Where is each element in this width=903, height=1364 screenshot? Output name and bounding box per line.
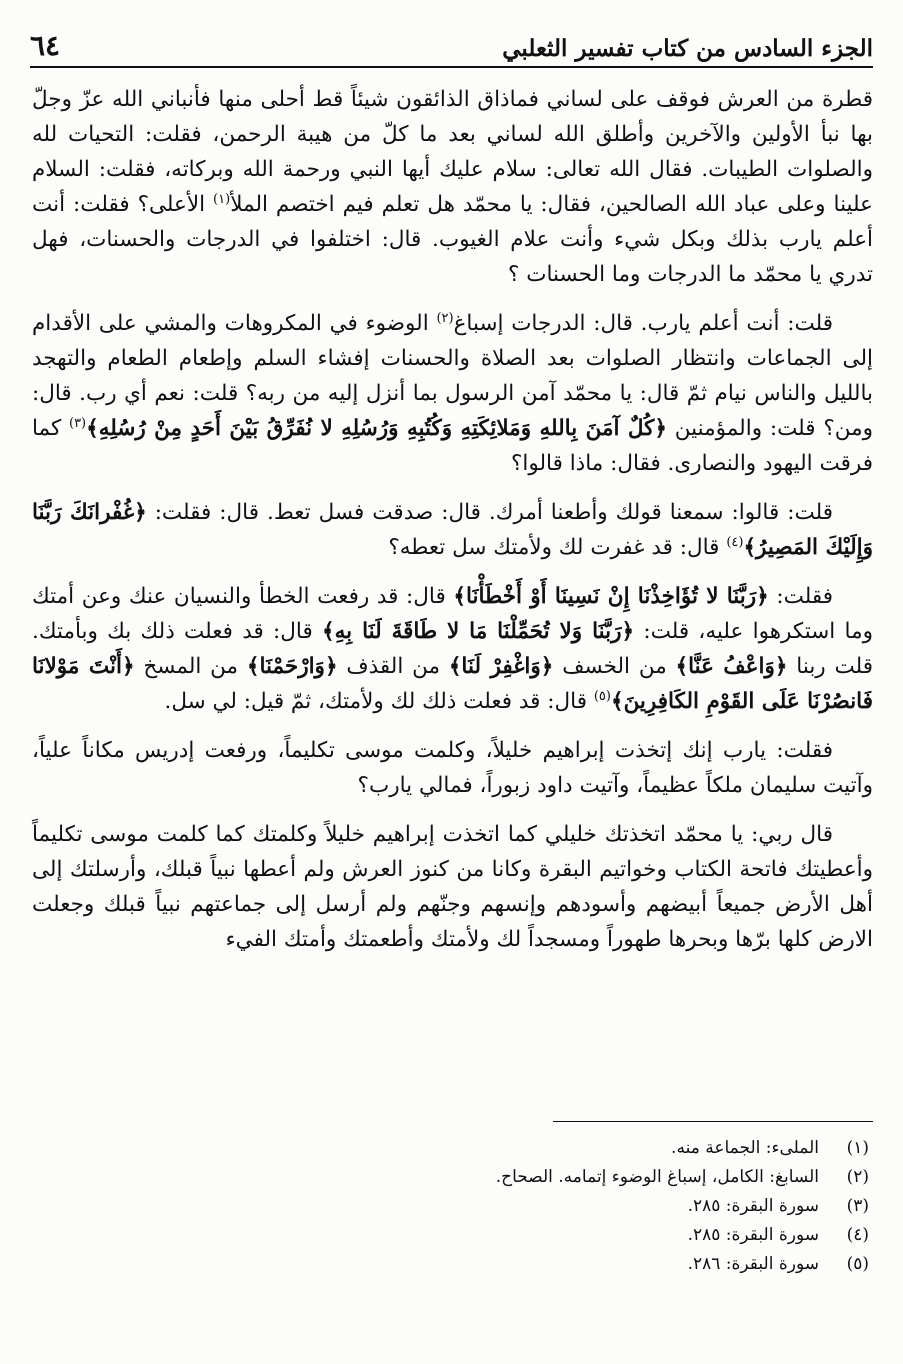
footnote-number: (٣) (846, 1196, 869, 1216)
quran-verse: ﴿أَنْتَ مَوْلانَا فَانصُرْنَا عَلَى القَوْمِ الكَافِرِينَ﴾ (32, 654, 873, 714)
quran-verse: ﴿وَاغْفِرْ لَنَا﴾ (448, 654, 554, 679)
text-run: قال: قد فعلت ذلك لك ولأمتك، ثمّ قيل: لي سل. (164, 689, 594, 714)
footnote (40, 1192, 869, 1221)
text-run: قال: قد رفعت الخطأ والنسيان عنك وعن أمتك وما استكرهوا عليه، قلت: (32, 584, 873, 644)
text-run: من المسخ (134, 654, 247, 679)
text-run: فقلت: (768, 584, 833, 609)
quran-verse: ﴿رَبَّنَا لا تُؤَاخِذْنَا إِنْ نَسِينَا أَوْ أَخْطَأْنَا﴾ (453, 584, 769, 609)
quran-verse: ﴿رَبَّنَا وَلا تُحَمِّلْنَا مَا لا طَاقَةَ لَنَا بِهِ﴾ (322, 619, 635, 644)
footnote-text: الملىء: الجماعة منه. (671, 1138, 819, 1158)
footnote-number: (٤) (846, 1225, 869, 1245)
footnote (40, 1134, 869, 1163)
footnote (40, 1221, 869, 1250)
text-run: فقلت: يارب إنك إتخذت إبراهيم خليلاً، وكلمت موسى تكليماً، ورفعت إدريس مكاناً علياً، وآتيت سليمان ملكاً عظيماً، وآتيت داود زبوراً، فمالي يارب؟ (32, 738, 873, 798)
page-number: ٦٤ (30, 29, 61, 62)
paragraph (32, 579, 873, 719)
footnote-ref: (٣) (68, 415, 87, 431)
text-run: الوضوء في المكروهات والمشي على الأقدام إلى الجماعات وانتظار الصلوات بعد الصلاة والحسنات إفشاء السلم وإطعام الطعام والتهجد بالليل والناس نيام ثمّ قال: يا محمّد آمن الرسول بما أنزل إليه من ربه؟ قلت: نعم أي رب. قال: ومن؟ قلت: والمؤمنين (32, 311, 874, 441)
paragraph (32, 817, 873, 957)
quran-verse: ﴿غُفْرانَكَ رَبَّنَا وَإِلَيْكَ المَصِيرُ﴾ (32, 500, 873, 560)
footnote (40, 1163, 869, 1192)
footnote-ref: (١) (213, 191, 231, 207)
quran-verse: ﴿كُلٌ آمَنَ بِاللهِ وَمَلائِكَتِهِ وَكُتُبِهِ وَرُسُلِهِ لا نُفَرِّقُ بَيْنَ أَحَدٍ مِنْ رُسُلِهِ﴾ (86, 416, 668, 441)
footnote-ref: (٤) (726, 534, 744, 550)
footnote (40, 1250, 869, 1279)
paragraph (32, 82, 873, 292)
text-run: قال: قد فعلت ذلك بك وبأمتك. قلت ربنا (32, 619, 873, 679)
text-run: من القذف (337, 654, 449, 679)
footnotes (40, 1134, 869, 1279)
text-run: كما فرقت اليهود والنصارى. فقال: ماذا قالوا؟ (32, 416, 873, 476)
text-run: قال ربي: يا محمّد اتخذتك خليلي كما اتخذت إبراهيم خليلاً وكلمتك كما كلمت موسى تكليماً وأعطيتك فاتحة الكتاب وخواتيم البقرة وكانا من كنوز العرش ولم أعطها نبياً قبلك، وأرسلتك إلى أهل الأرض جميعاً أبيضهم وأسودهم وإنسهم وجنّهم ولم أرسل إلى جماعتهم نبياً قبلك وجعلت الارض كلها برّها وبحرها طهوراً ومسجداً لك ولأمتك وأطعمتك وأمتك الفيء (32, 822, 873, 952)
footnote-divider (553, 1121, 873, 1122)
footnote-ref: (٢) (436, 310, 454, 326)
text-run: قلت: أنت أعلم يارب. قال: الدرجات إسباغ (453, 311, 833, 336)
footnote-number: (٢) (846, 1167, 869, 1187)
page-header (30, 14, 873, 68)
quran-verse: ﴿وَاعْفُ عَنَّا﴾ (675, 654, 788, 679)
footnote-text: سورة البقرة: ٢٨٦. (687, 1254, 819, 1274)
footnote-number: (٥) (846, 1254, 869, 1274)
text-run: من الخسف (553, 654, 676, 679)
text-run: قلت: قالوا: سمعنا قولك وأطعنا أمرك. قال: صدقت فسل تعط. قال: فقلت: (146, 500, 833, 525)
footnote-ref: (٥) (593, 688, 611, 704)
paragraph (32, 733, 873, 803)
paragraph (32, 495, 873, 565)
footnote-text: السابغ: الكامل، إسباغ الوضوء إتمامه. الصحاح. (495, 1167, 819, 1187)
footnote-number: (١) (846, 1138, 869, 1158)
running-title: الجزء السادس من كتاب تفسير الثعلبي (502, 35, 873, 62)
text-run: قطرة من العرش فوقف على لساني فماذاق الذائقون شيئاً قط أحلى منها فأنباني الله عزّ وجلّ بها نبأ الأولين والآخرين وأطلق الله لساني بعد ما كلّ من هيبة الرحمن، فقلت: التحيات لله والصلوات الطيبات. فقال الله تعالى: سلام عليك أيها النبي ورحمة الله وبركاته، فقلت: السلام علينا وعلى عباد الله الصالحين، فقال: يا محمّد هل تعلم فيم اختصم الملأ (32, 87, 873, 217)
footnote-text: سورة البقرة: ٢٨٥. (687, 1196, 819, 1216)
text-run: الأعلى؟ فقلت: أنت أعلم يارب بذلك وبكل شيء وأنت علام الغيوب. قال: اختلفوا في الدرجات والحسنات، فهل تدري يا محمّد ما الدرجات وما الحسنات ؟ (32, 192, 873, 287)
quran-verse: ﴿وَارْحَمْنَا﴾ (246, 654, 338, 679)
text-run: قال: قد غفرت لك ولأمتك سل تعطه؟ (388, 535, 727, 560)
paragraph (32, 306, 873, 481)
main-text (32, 82, 873, 971)
footnote-text: سورة البقرة: ٢٨٥. (687, 1225, 819, 1245)
